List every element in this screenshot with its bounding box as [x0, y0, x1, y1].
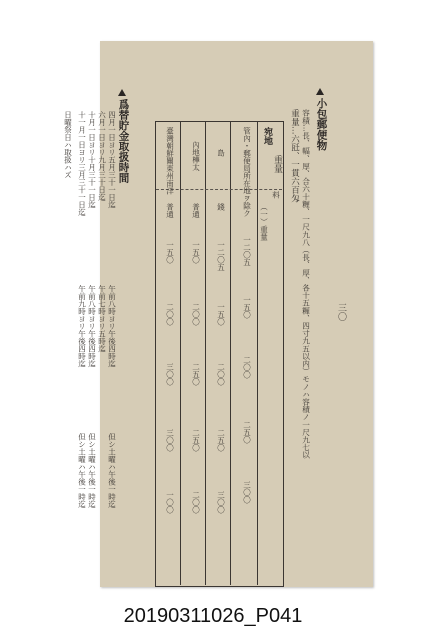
table-divider [257, 121, 258, 585]
table-cell: 普通 [165, 203, 175, 218]
capacity-line: 容積…長、幅、厚、合六十糎、一尺九八（長、厚、各十五糎、四寸九五以内）モノハ容積ノ一尺九七以 [301, 109, 311, 459]
table-cell: 一五〇 [242, 296, 252, 319]
table-cell: 三〇〇 [165, 429, 175, 452]
table-cell: 二〇〇 [216, 363, 226, 386]
table-divider [230, 121, 231, 585]
table-cell: 二五〇 [191, 363, 201, 386]
document-page [63, 41, 373, 587]
table-zone: 臺灣朝鮮關東州南洋 [165, 127, 175, 195]
table-zone: 內地樺太 [191, 141, 201, 171]
table-cell: 三〇〇 [216, 491, 226, 514]
table-zone: 管內・郵便局所在地ヲ除ク [242, 127, 252, 217]
page-number: 三〇 [336, 303, 346, 321]
table-divider [205, 121, 206, 585]
savings-hours: 午前八時ヨリ午後四時迄 [87, 285, 97, 368]
weight-line: 重量…六瓩、一貫六百匁 [289, 109, 300, 203]
savings-period: 六月一日ヨリ九月三十日迄 [97, 111, 107, 201]
table-cell: 二〇〇 [191, 491, 201, 514]
table-cell: 三〇〇 [165, 363, 175, 386]
table-cell: 二五〇 [242, 421, 252, 444]
savings-period: 四月一日ヨリ五月三十一日迄 [107, 111, 117, 209]
savings-period: 十月一日ヨリ十月三十一日迄 [87, 111, 97, 209]
table-header-dest: 宛地 [262, 127, 272, 145]
table-header-weight: 重量 [272, 155, 282, 173]
parcel-heading: 小包郵便物 [315, 98, 328, 151]
image-caption: 20190311026_P041 [123, 605, 303, 627]
table-cell: 一五〇 [165, 241, 175, 264]
table-cell: 二〇〇 [165, 303, 175, 326]
table-cell: 二五〇 [216, 429, 226, 452]
table-cell: 普通 [191, 203, 201, 218]
table-cell: 三〇〇 [242, 481, 252, 504]
savings-heading: 爲替貯金取扱時間 [117, 99, 130, 183]
table-cell: 一〇〇 [165, 491, 175, 514]
table-cell: 二〇〇 [242, 356, 252, 379]
table-cell: 一五〇 [191, 241, 201, 264]
table-cell: 一五〇 [216, 303, 226, 326]
table-cell: （一）重量 [259, 203, 269, 241]
table-header-rule [156, 189, 282, 190]
savings-note: 但シ土曜ハ午後一時迄 [77, 433, 87, 508]
table-cell: 一二〇五 [242, 236, 252, 266]
savings-footnote: 日曜祭日ハ取扱ハズ [63, 111, 73, 179]
table-column-header: 料 [271, 191, 281, 199]
table-cell: 錢 [216, 203, 226, 211]
savings-note: 但シ土曜ハ午後一時迄 [87, 433, 97, 508]
savings-hours: 午前九時ヨリ午後四時迄 [77, 285, 87, 368]
savings-hours: 午前八時ヨリ午後四時迄 [107, 285, 117, 368]
table-cell: 二五〇 [191, 429, 201, 452]
savings-hours: 午前七時ヨリ五時迄 [97, 285, 107, 353]
table-divider [180, 121, 181, 585]
savings-note: 但シ土曜ハ午後一時迄 [107, 433, 117, 508]
table-cell: 二〇〇 [191, 303, 201, 326]
table-cell: 一二〇五 [216, 241, 226, 271]
savings-period: 十一月一日ヨリ三月三十一日迄 [77, 111, 87, 216]
triangle-marker-icon [316, 88, 324, 95]
triangle-marker-icon [118, 89, 126, 96]
table-zone: 島 [216, 149, 226, 157]
